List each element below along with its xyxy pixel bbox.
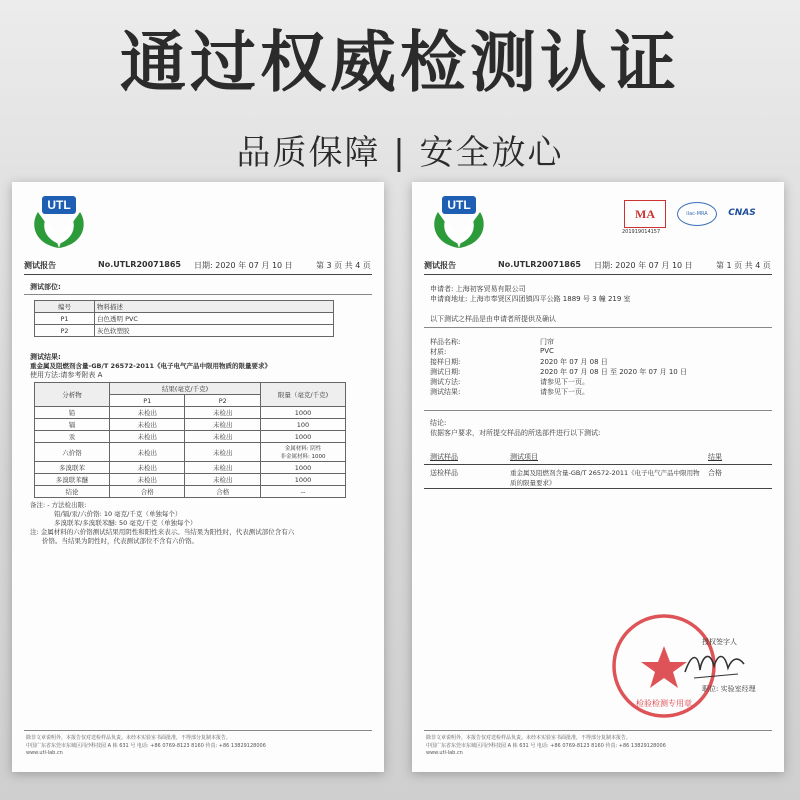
conclusion-title: 结论: [430, 419, 447, 427]
result-title: 测试结果: [30, 353, 61, 361]
report-page-3 [12, 182, 384, 772]
row-sample: 送检样品 [430, 469, 458, 477]
headline: 通过权威检测认证 [120, 24, 680, 101]
footer-line: 中国广东省东莞市东城区同沙科技园 A 栋 631 号 电话: +86 0769-8123 8160 传真: +86 13829128006 [426, 743, 666, 749]
page-number: 第 3 页 共 4 页 [316, 261, 371, 270]
table-row: 多溴联苯 未检出 未检出 1000 [35, 462, 346, 474]
col-header-sample: 测试样品 [430, 453, 458, 461]
cnas-badge-icon: CNAS [728, 208, 756, 218]
field-label: 测试结果: [430, 388, 461, 396]
field-label: 接样日期: [430, 358, 461, 366]
note-line: 注: 金属材料的六价铬测试结果用阴性和阳性来表示。当结果为阳性时，代表测试部位含有六 [30, 528, 295, 536]
ilac-badge-icon: ilac-MRA [677, 202, 717, 226]
report-date: 日期: 2020 年 07 月 10 日 [194, 261, 293, 270]
field-label: 测试方法: [430, 378, 461, 386]
subline: 品质保障 | 安全放心 [236, 133, 564, 173]
field-value: 门帘 [540, 338, 554, 346]
field-value: 请参见下一页。 [540, 388, 589, 396]
utl-logo-icon [24, 194, 94, 250]
field-label: 样品名称: [430, 338, 461, 346]
note-line: 铅/镉/汞/六价铬: 10 毫克/千克（单独每个） [54, 510, 182, 518]
report-number: No.UTLR20071865 [498, 260, 581, 269]
page-number: 第 1 页 共 4 页 [716, 261, 771, 270]
field-label: 材质: [430, 348, 447, 356]
row-result: 合格 [708, 469, 722, 477]
report-title: 测试报告 [424, 261, 456, 270]
table-row: 镉 未检出 未检出 100 [35, 419, 346, 431]
report-date: 日期: 2020 年 07 月 10 日 [594, 261, 693, 270]
note-line: 备注: - 方法检出限: [30, 501, 87, 509]
result-standard: 重金属及阻燃剂含量-GB/T 26572-2011《电子电气产品中限用物质的限量要求》 [30, 362, 271, 370]
table-row: 汞 未检出 未检出 1000 [35, 431, 346, 443]
report-page-1 [412, 182, 784, 772]
conclusion-text: 依据客户要求，对所提交样品的所选部件进行以下测试: [430, 429, 601, 437]
field-value: PVC [540, 347, 554, 355]
table-row: 结论 合格 合格 -- [35, 486, 346, 498]
field-value: 2020 年 07 月 08 日 [540, 358, 608, 366]
method: 使用方法:请参考附表 A [30, 371, 103, 379]
col-header-result: 结果 [708, 453, 722, 461]
signature-icon [680, 644, 750, 684]
parts-title: 测试部位: [30, 283, 61, 291]
parts-table: 编号 物料描述 P1 白色透明 PVC P2 灰色软塑胶 [34, 300, 334, 337]
footer-line: 除非文章说明外，本报告仅对送检样品负责。未经本实验室书面批准，不得部分复制本报告。 [26, 735, 232, 741]
table-row: 铅 未检出 未检出 1000 [35, 407, 346, 419]
table-row: 多溴联苯醚 未检出 未检出 1000 [35, 474, 346, 486]
report-title: 测试报告 [24, 261, 56, 270]
note-line: 多溴联苯/多溴联苯醚: 50 毫克/千克（单独每个） [54, 519, 197, 527]
cert-number: 201919014157 [622, 229, 661, 235]
footer-line: www.utl-lab.cn [426, 750, 463, 756]
footer-line: 中国广东省东莞市东城区同沙科技园 A 栋 631 号 电话: +86 0769-8123 8160 传真: +86 13829128006 [26, 743, 266, 749]
signature-label: 授权签字人 [702, 638, 737, 646]
cma-badge-icon: MA [624, 200, 666, 228]
field-label: 测试日期: [430, 368, 461, 376]
footer-line: 除非文章说明外，本报告仅对送检样品负责。未经本实验室书面批准，不得部分复制本报告。 [426, 735, 632, 741]
footer-line: www.utl-lab.cn [26, 750, 63, 756]
field-value: 请参见下一页。 [540, 378, 589, 386]
result-table: 分析物 结果(毫克/千克) 限量（毫克/千克) P1 P2 铅 未检出 未检出 1000 镉 未检出 未检出 100 汞 未检出 未检出 1000 六价铬 未检出 未检出 金属材料: 阴性 非金属材料: 1000 多溴联苯 未检出 未检出 1000 多溴联苯醚 未检出 未检出 1000 结论 合格 合格 -- [34, 382, 346, 498]
applicant: 申请者: 上海初客贸易有限公司 [430, 285, 526, 293]
logo-text: UTL [447, 198, 471, 212]
sample-intro: 以下测试之样品是由申请者所提供及确认 [430, 315, 556, 323]
signature-title: 职位: 实验室经理 [702, 685, 756, 693]
table-row: 六价铬 未检出 未检出 金属材料: 阴性 非金属材料: 1000 [35, 443, 346, 462]
col-header-item: 测试项目 [510, 453, 538, 461]
report-number: No.UTLR20071865 [98, 260, 181, 269]
logo-text: UTL [47, 198, 71, 212]
field-value: 2020 年 07 月 08 日 至 2020 年 07 月 10 日 [540, 368, 687, 376]
note-line: 价铬。当结果为阴性时，代表测试部位不含有六价铬。 [42, 537, 198, 545]
row-item: 重金属及阻燃剂含量-GB/T 26572-2011《电子电气产品中限用物质的限量要求》 [510, 469, 700, 487]
svg-text:检验检测专用章: 检验检测专用章 [636, 699, 692, 708]
applicant-address: 申请商地址: 上海市奉贤区四团镇四平公路 1889 号 3 幢 219 室 [430, 295, 631, 303]
utl-logo-icon [424, 194, 494, 250]
